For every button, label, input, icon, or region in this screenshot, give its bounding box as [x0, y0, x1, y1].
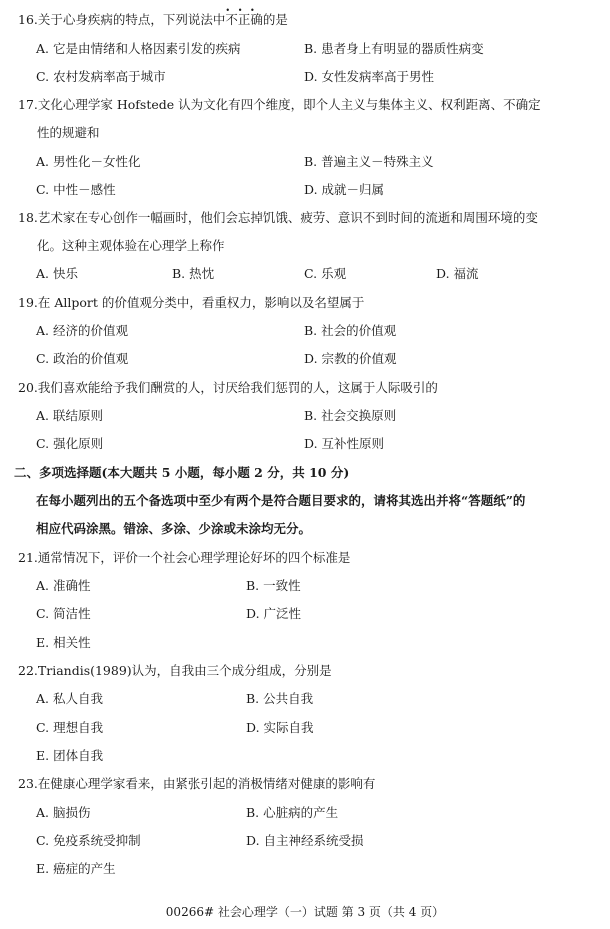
q19-option-c: C. 政治的价值观 — [36, 351, 129, 366]
q20-option-b: B. 社会交换原则 — [304, 408, 397, 423]
page-footer: 00266# 社会心理学（一）试题 第 3 页（共 4 页） — [165, 905, 445, 919]
q21-stem: 21.通常情况下，评价一个社会心理学理论好坏的四个标准是 — [18, 550, 351, 565]
q16-option-d: D. 女性发病率高于男性 — [304, 69, 435, 84]
q16-stem — [18, 12, 288, 28]
q23-option-d: D. 自主神经系统受损 — [246, 833, 364, 848]
section-instructions-line1: 在每小题列出的五个备选项中至少有两个是符合题目要求的，请将其选出并将“答题纸”的 — [36, 493, 526, 508]
q20-option-a: A. 联结原则 — [36, 408, 103, 423]
q19-stem: 19.在 Allport 的价值观分类中，看重权力，影响以及名望属于 — [18, 295, 365, 310]
q21-option-e: E. 相关性 — [36, 635, 91, 650]
q20-option-c: C. 强化原则 — [36, 436, 104, 451]
q21-option-d: D. 广泛性 — [246, 606, 302, 621]
q21-option-a: A. 准确性 — [36, 578, 91, 593]
q21-option-c: C. 简洁性 — [36, 606, 91, 621]
q22-option-d: D. 实际自我 — [246, 720, 314, 735]
q16-option-a: A. 它是由情绪和人格因素引发的疾病 — [36, 41, 241, 56]
q18-stem-line2: 化。这种主观体验在心理学上称作 — [37, 238, 225, 253]
q18-option-a: A. 快乐 — [36, 266, 78, 281]
q16-emphasis: • • • 不正确 — [225, 12, 263, 28]
q23-option-b: B. 心脏病的产生 — [246, 805, 339, 820]
section-instructions-line2: 相应代码涂黑。错涂、多涂、少涂或未涂均无分。 — [36, 521, 312, 536]
q22-option-a: A. 私人自我 — [36, 691, 103, 706]
q22-option-e: E. 团体自我 — [36, 748, 104, 763]
q17-option-a: A. 男性化－女性化 — [36, 154, 141, 169]
q18-option-d: D. 福流 — [436, 266, 479, 281]
q22-stem: 22.Triandis(1989)认为，自我由三个成分组成，分别是 — [18, 663, 332, 678]
q18-stem-line1: 18.艺术家在专心创作一幅画时，他们会忘掉饥饿、疲劳、意识不到时间的流逝和周围环境的变 — [18, 210, 538, 225]
q23-option-c: C. 免疫系统受抑制 — [36, 833, 141, 848]
q22-option-c: C. 理想自我 — [36, 720, 104, 735]
q17-stem-line1: 17.文化心理学家 Hofstede 认为文化有四个维度，即个人主义与集体主义、权利距离、不确定 — [18, 97, 541, 112]
q16-stem-end: 的是 — [262, 12, 288, 27]
q17-option-c: C. 中性－感性 — [36, 182, 116, 197]
q17-option-b: B. 普遍主义－特殊主义 — [304, 154, 434, 169]
q18-option-c: C. 乐观 — [304, 266, 347, 281]
q19-option-b: B. 社会的价值观 — [304, 323, 397, 338]
q20-stem: 20.我们喜欢能给予我们酬赏的人，讨厌给我们惩罚的人，这属于人际吸引的 — [18, 380, 438, 395]
q22-option-b: B. 公共自我 — [246, 691, 314, 706]
q19-option-a: A. 经济的价值观 — [36, 323, 128, 338]
q19-option-d: D. 宗教的价值观 — [304, 351, 397, 366]
q16-option-b: B. 患者身上有明显的器质性病变 — [304, 41, 484, 56]
q18-option-b: B. 热忱 — [172, 266, 215, 281]
q16-option-c: C. 农村发病率高于城市 — [36, 69, 166, 84]
q20-option-d: D. 互补性原则 — [304, 436, 385, 451]
q23-stem: 23.在健康心理学家看来，由紧张引起的消极情绪对健康的影响有 — [18, 776, 376, 791]
q17-option-d: D. 成就－归属 — [304, 182, 385, 197]
q21-option-b: B. 一致性 — [246, 578, 301, 593]
q23-option-e: E. 癌症的产生 — [36, 861, 116, 876]
q23-option-a: A. 脑损伤 — [36, 805, 91, 820]
q17-stem-line2: 性的规避和 — [37, 125, 100, 140]
section-title: 二、多项选择题(本大题共 5 小题，每小题 2 分，共 10 分) — [14, 465, 350, 480]
q16-stem-text: 16.关于心身疾病的特点，下列说法中 — [18, 12, 226, 27]
